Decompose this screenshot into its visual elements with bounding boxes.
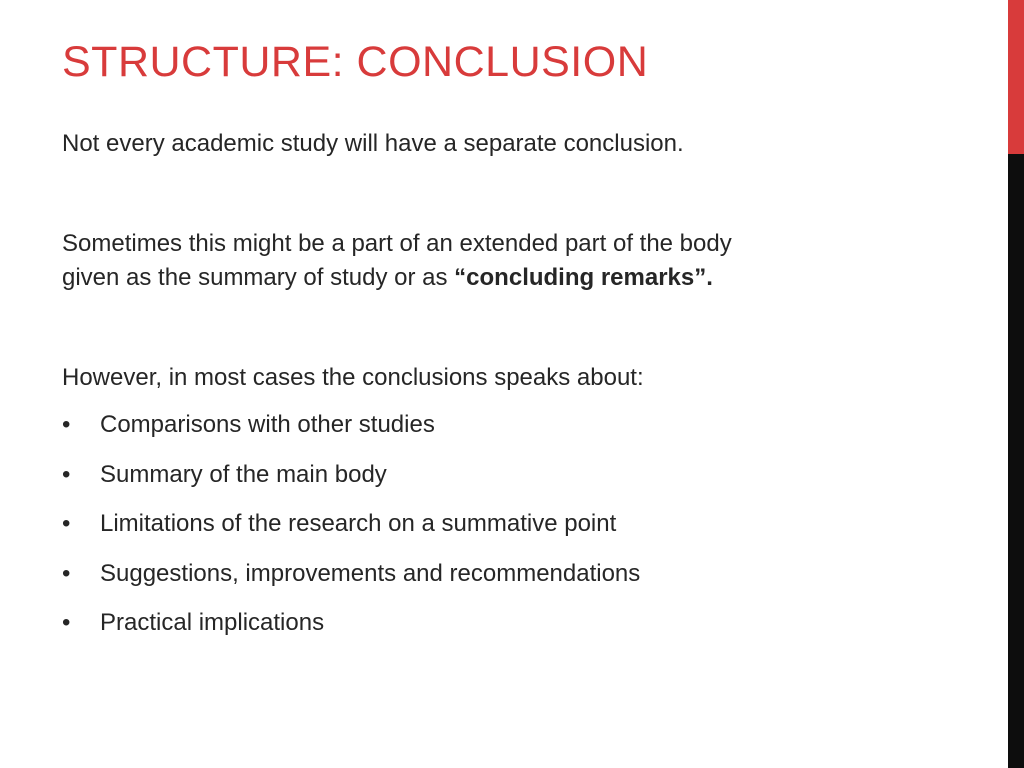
list-item-text: Practical implications xyxy=(100,609,325,636)
bullet-icon: • xyxy=(62,510,71,537)
bullet-icon: • xyxy=(62,609,71,636)
bullet-icon: • xyxy=(62,559,71,587)
paragraph-line-prefix: given as the summary of study or as xyxy=(62,264,455,291)
slide-title: STRUCTURE: CONCLUSION xyxy=(62,38,649,86)
concluding-remarks-emphasis: “concluding remarks”. xyxy=(454,264,713,291)
paragraph-intro-list: However, in most cases the conclusions speaks about: xyxy=(62,364,644,391)
list-item-text: Comparisons with other studies xyxy=(100,411,435,438)
paragraph-line: Sometimes this might be a part of an extended part of the body xyxy=(62,230,732,257)
accent-bar-red xyxy=(1008,0,1024,154)
list-item-text: Limitations of the research on a summative point xyxy=(100,510,617,537)
bullet-icon: • xyxy=(62,411,71,438)
list-item-text: Suggestions, improvements and recommendations xyxy=(100,559,641,587)
bullet-icon: • xyxy=(62,460,71,488)
paragraph-concluding-remarks xyxy=(62,227,862,295)
paragraph-separate-conclusion: Not every academic study will have a separate conclusion. xyxy=(62,130,684,157)
list-item-text: Summary of the main body xyxy=(100,460,387,488)
accent-bar-dark xyxy=(1008,154,1024,768)
